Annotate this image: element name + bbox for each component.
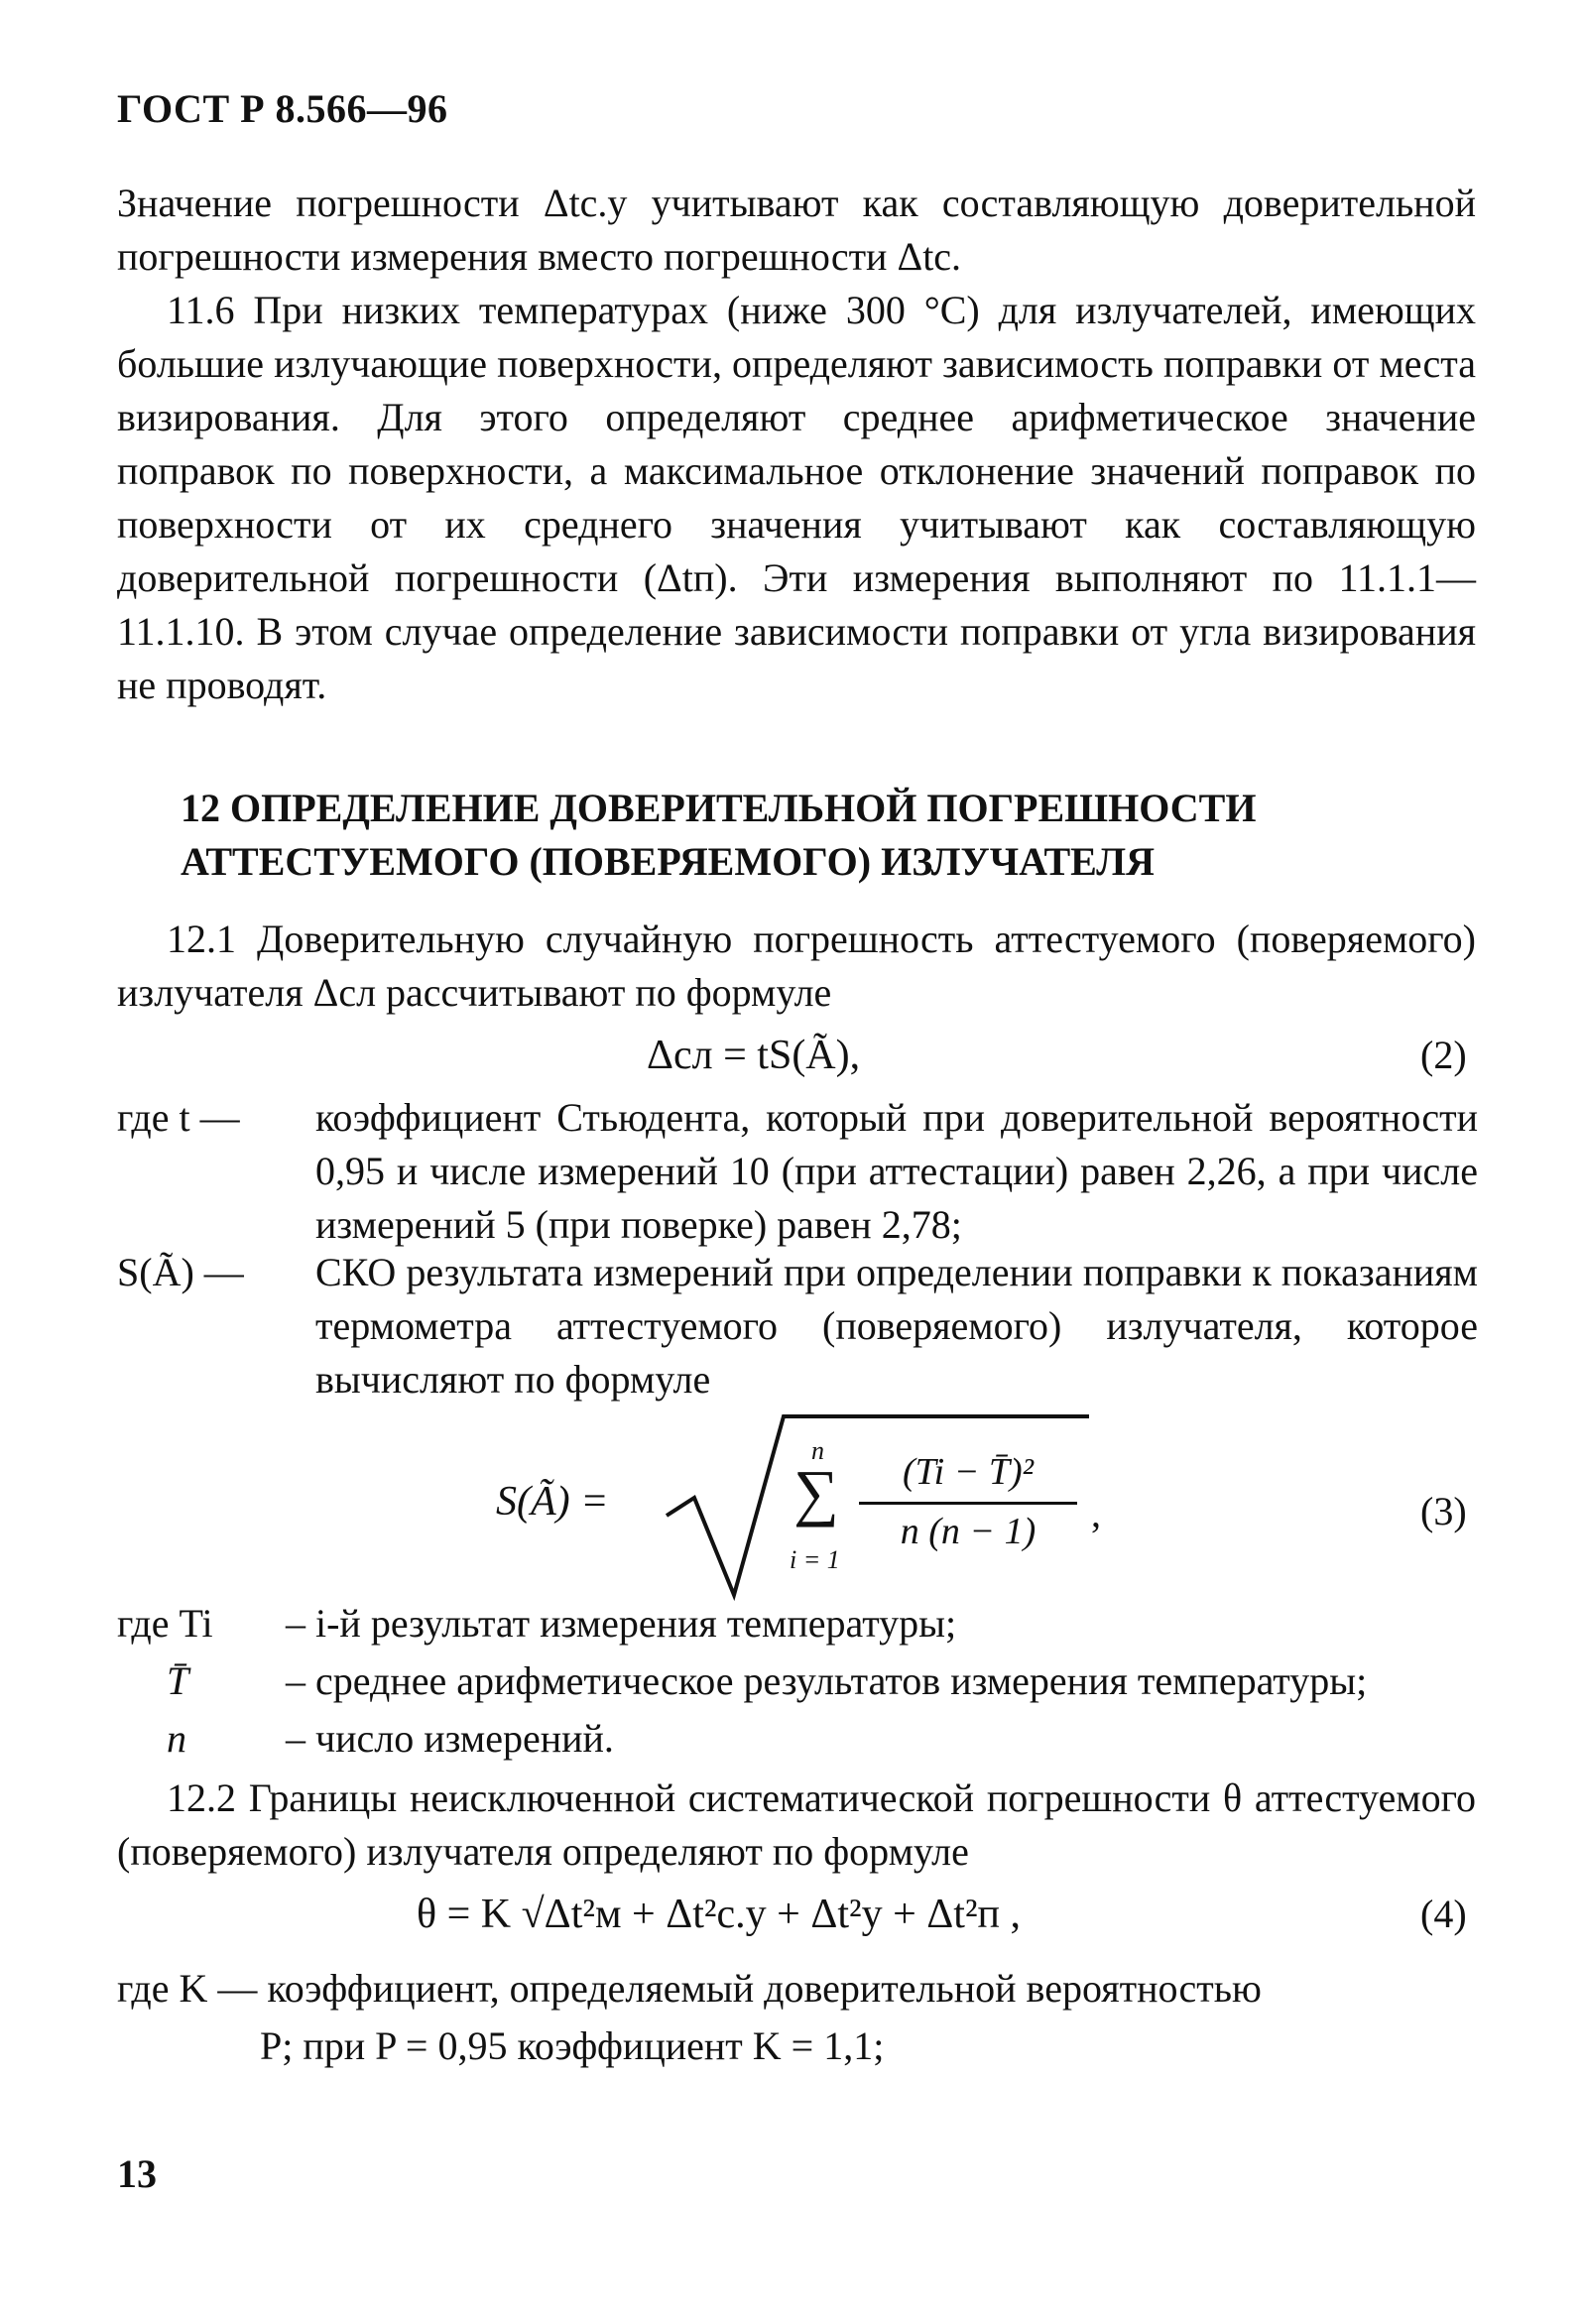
- sum-upper-limit: n: [811, 1436, 824, 1465]
- where-n-row: [117, 1712, 1478, 1766]
- where-tbar-definition: – среднее арифметическое результатов измерения температуры;: [286, 1658, 1368, 1703]
- formula-3-denominator: n (n − 1): [900, 1511, 1036, 1552]
- formula-2-number: (2): [1420, 1033, 1467, 1077]
- where-tbar-term: T̄: [167, 1658, 189, 1703]
- section-12-heading: [181, 782, 1470, 889]
- radical-sign-icon: [665, 1407, 1091, 1605]
- sum-lower-limit: i = 1: [790, 1545, 840, 1574]
- where-s-row: [117, 1246, 1478, 1414]
- paragraph-error-note: Значение погрешности Δtс.у учитывают как составляющую доверительной погрешности измерения вместо погрешности Δtс.: [117, 181, 1476, 279]
- where-k-line1: где K — коэффициент, определяемый доверительной вероятностью: [117, 1966, 1262, 2011]
- section-12-heading-line1: 12 ОПРЕДЕЛЕНИЕ ДОВЕРИТЕЛЬНОЙ ПОГРЕШНОСТИ: [181, 786, 1257, 830]
- where-t-term: где t —: [117, 1095, 240, 1140]
- formula-3-lhs: S(Ã) =: [496, 1479, 609, 1525]
- formula-4: θ = K √Δt²м + Δt²с.у + Δt²у + Δt²п ,: [417, 1892, 1022, 1937]
- where-ti-definition: – i-й результат измерения температуры;: [286, 1601, 957, 1646]
- where-t-row: [117, 1091, 1478, 1260]
- paragraph-12-1: 12.1 Доверительную случайную погрешность аттестуемого (поверяемого) излучателя Δсл рассчитывают по формуле: [117, 917, 1476, 1015]
- formula-2: Δсл = tS(Ã),: [647, 1033, 861, 1078]
- formula-4-number: (4): [1420, 1892, 1467, 1936]
- formula-3-number: (3): [1420, 1489, 1467, 1533]
- where-s-term: S(Ã) —: [117, 1250, 244, 1294]
- where-t-definition: коэффициент Стьюдента, который при доверительной вероятности 0,95 и числе измерений 10 (при аттестации) равен 2,26, а при числе измерений 5 (при поверке) равен 2,78;: [315, 1095, 1478, 1247]
- formula-3-comma: ,: [1091, 1491, 1101, 1535]
- section-12-heading-line2: АТТЕСТУЕМОГО (ПОВЕРЯЕМОГО) ИЗЛУЧАТЕЛЯ: [181, 839, 1155, 884]
- where-ti-term: где Ti: [117, 1601, 213, 1646]
- where-n-term: n: [167, 1716, 186, 1761]
- where-tbar-row: [117, 1654, 1478, 1708]
- paragraph-12-2: 12.2 Границы неисключенной систематической погрешности θ аттестуемого (поверяемого) излучателя определяют по формуле: [117, 1775, 1476, 1874]
- page-number: 13: [117, 2151, 157, 2196]
- formula-3: [496, 1407, 1389, 1605]
- where-k-line2: P; при P = 0,95 коэффициент K = 1,1;: [260, 2023, 885, 2068]
- where-ti-row: [117, 1597, 1478, 1651]
- where-n-definition: – число измерений.: [286, 1716, 614, 1761]
- formula-3-numerator: (Ti − T̄)²: [902, 1451, 1035, 1493]
- where-s-definition: СКО результата измерений при определении поправки к показаниям термометра аттестуемого (поверяемого) излучателя, которое вычисляют по формуле: [315, 1250, 1478, 1402]
- fraction-bar: [859, 1502, 1077, 1505]
- summation-icon: ∑: [793, 1457, 839, 1528]
- document-header: ГОСТ Р 8.566—96: [117, 86, 448, 131]
- paragraph-11-6: 11.6 При низких температурах (ниже 300 °С) для излучателей, имеющих большие излучающие поверхности, определяют зависимость поправки от места визирования. Для этого определяют среднее арифметическое значение поправок по поверхности, а максимальное отклонение значений поправок по поверхности от их среднего значения учитывают как составляющую доверительной погрешности (Δtп). Эти измерения выполняют по 11.1.1—11.1.10. В этом случае определение зависимости поправки от угла визирования не проводят.: [117, 288, 1476, 707]
